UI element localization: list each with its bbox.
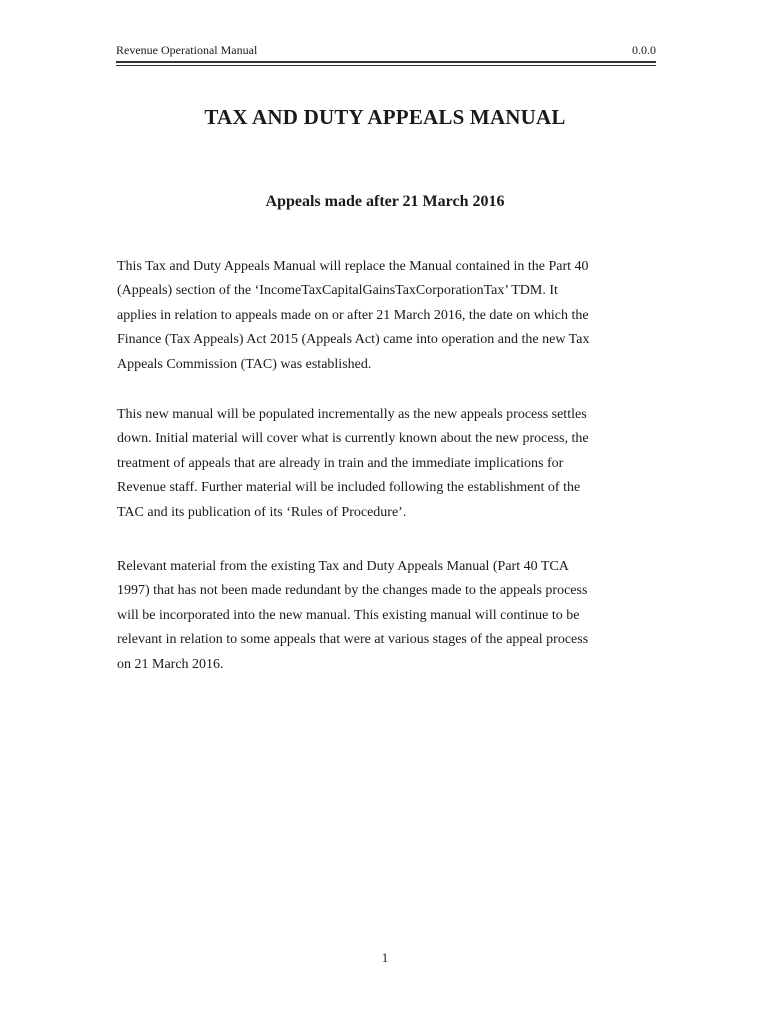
paragraph-line: treatment of appeals that are already in train and the immediate implications for <box>117 455 564 471</box>
paragraph-3 <box>117 555 657 677</box>
header-rule-thick <box>116 61 656 63</box>
paragraph-line: This Tax and Duty Appeals Manual will replace the Manual contained in the Part 40 <box>117 259 589 274</box>
paragraph-line: This new manual will be populated incrementally as the new appeals process settles <box>117 407 587 422</box>
paragraph-line: on 21 March 2016. <box>117 656 224 672</box>
paragraph-2 <box>117 403 657 525</box>
paragraph-line: (Appeals) section of the ‘IncomeTaxCapitalGainsTaxCorporationTax’ TDM. It <box>117 283 558 299</box>
document-subtitle: Appeals made after 21 March 2016 <box>265 193 505 210</box>
paragraph-line: TAC and its publication of its ‘Rules of Procedure’. <box>117 504 407 520</box>
paragraph-line: Finance (Tax Appeals) Act 2015 (Appeals Act) came into operation and the new Tax <box>117 332 590 348</box>
page-number: 1 <box>381 950 389 965</box>
paragraph-line: 1997) that has not been made redundant by the changes made to the appeals process <box>117 583 588 599</box>
paragraph-line: applies in relation to appeals made on or after 21 March 2016, the date on which the <box>117 307 589 323</box>
page-header <box>116 41 656 59</box>
document-title: TAX AND DUTY APPEALS MANUAL <box>204 105 566 129</box>
paragraph-1 <box>117 255 657 377</box>
paragraph-line: will be incorporated into the new manual. This existing manual will continue to be <box>117 607 580 623</box>
paragraph-line: relevant in relation to some appeals that were at various stages of the appeal process <box>117 632 589 648</box>
paragraph-line: Appeals Commission (TAC) was established. <box>117 356 372 372</box>
paragraph-line: Relevant material from the existing Tax and Duty Appeals Manual (Part 40 TCA <box>117 559 569 574</box>
header-document-name: Revenue Operational Manual <box>116 43 258 57</box>
paragraph-line: down. Initial material will cover what is currently known about the new process, the <box>117 431 589 447</box>
paragraph-line: Revenue staff. Further material will be included following the establishment of the <box>117 480 581 496</box>
header-rule-thin <box>116 65 656 66</box>
header-version: 0.0.0 <box>632 43 656 57</box>
